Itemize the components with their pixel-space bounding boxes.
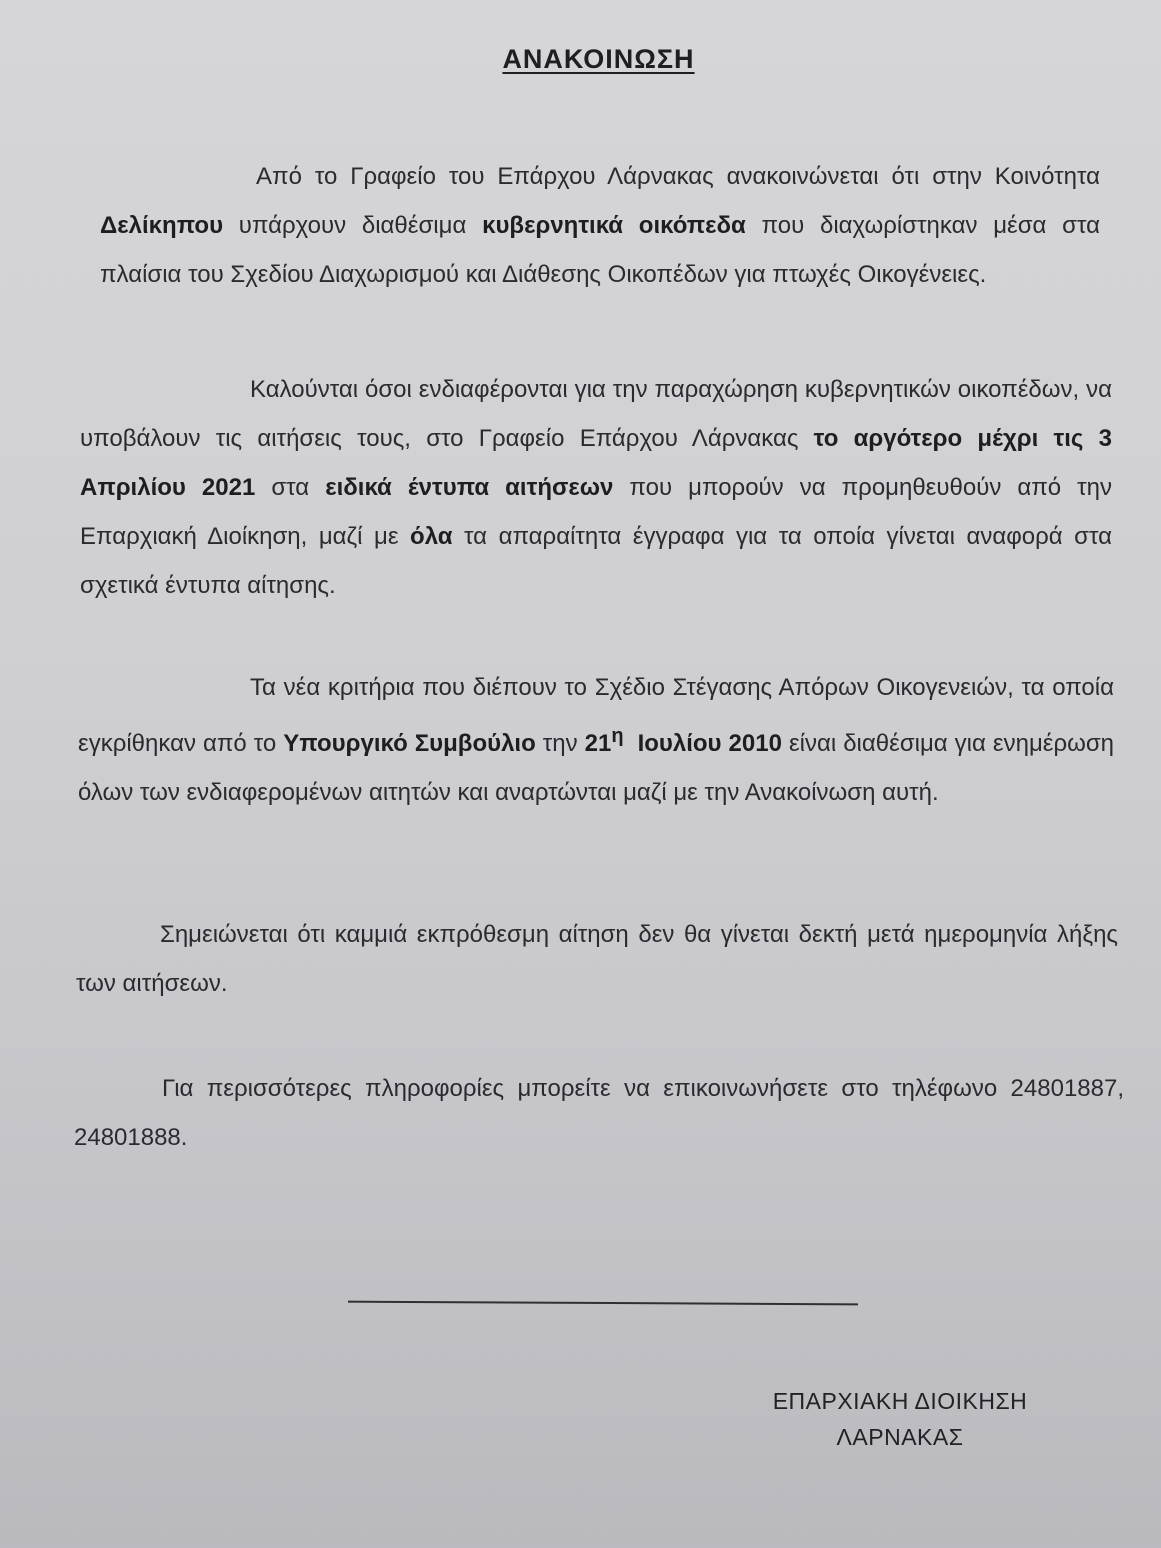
text: Καλούνται όσοι ενδιαφέρονται για την παραχώρηση κυβερνητικών οικοπέδων, να υποβάλουν τις αιτήσεις τους, στο Γραφείο Επάρχου Λάρνακας bbox=[80, 376, 1112, 452]
paragraph-application-deadline bbox=[80, 365, 1112, 610]
signature-line bbox=[348, 1301, 858, 1306]
text: υπάρχουν διαθέσιμα bbox=[223, 212, 483, 239]
paragraph-contact-phone bbox=[74, 1064, 1124, 1162]
council-of-ministers-emphasis: Υπουργικό Συμβούλιο bbox=[283, 730, 536, 757]
text: την bbox=[535, 730, 585, 757]
signature-city: ΛΑΡΝΑΚΑΣ bbox=[836, 1424, 964, 1450]
date-ordinal: η bbox=[611, 725, 624, 747]
paragraph-late-applications bbox=[76, 910, 1118, 1008]
text: που μπορούν να προμηθευθούν από την Επαρχιακή Διοίκηση, μαζί με bbox=[80, 474, 1112, 550]
text: που διαχωρίστηκαν μέσα στα πλαίσια του Σχεδίου Διαχωρισμού και Διάθεσης Οικοπέδων για πτωχές Οικογένειες. bbox=[100, 212, 1100, 288]
signature-organization: ΕΠΑΡΧΙΑΚΗ ΔΙΟΙΚΗΣΗ bbox=[772, 1388, 1028, 1414]
notice-title: ΑΝΑΚΟΙΝΩΣΗ bbox=[502, 44, 695, 74]
text: Τα νέα κριτήρια που διέπουν το Σχέδιο Στέγασης Απόρων Οικογενειών, τα οποία εγκρίθηκαν από το bbox=[78, 674, 1114, 757]
all-emphasis: όλα bbox=[410, 523, 453, 550]
text: Σημειώνεται ότι καμμιά εκπρόθεσμη αίτηση δεν θα γίνεται δεκτή μετά ημερομηνία λήξης των αιτήσεων. bbox=[76, 921, 1118, 997]
paragraph-plots-available bbox=[100, 152, 1100, 299]
date-month-year: Ιουλίου 2010 bbox=[637, 730, 782, 757]
text: είναι διαθέσιμα για ενημέρωση όλων των ενδιαφερομένων αιτητών και αναρτώνται μαζί με την Ανακοίνωση αυτή. bbox=[78, 730, 1115, 806]
community-name: Δελίκηπου bbox=[100, 212, 224, 239]
approval-date-emphasis bbox=[584, 725, 782, 757]
paragraph-new-criteria bbox=[78, 663, 1114, 817]
special-forms-emphasis: ειδικά έντυπα αιτήσεων bbox=[325, 474, 614, 501]
deadline-emphasis: το αργότερο μέχρι τις 3 Απριλίου 2021 bbox=[80, 425, 1112, 501]
text: Για περισσότερες πληροφορίες μπορείτε να επικοινωνήσετε στο τηλέφωνο 24801887, 24801888. bbox=[74, 1075, 1124, 1151]
text: τα απαραίτητα έγγραφα για τα οποία γίνεται αναφορά στα σχετικά έντυπα αίτησης. bbox=[80, 523, 1112, 599]
text: Από το Γραφείο του Επάρχου Λάρνακας ανακοινώνεται ότι στην Κοινότητα bbox=[256, 163, 1100, 190]
date-day: 21 bbox=[584, 730, 612, 757]
government-plots-emphasis: κυβερνητικά οικόπεδα bbox=[482, 212, 746, 239]
text: στα bbox=[255, 474, 326, 501]
